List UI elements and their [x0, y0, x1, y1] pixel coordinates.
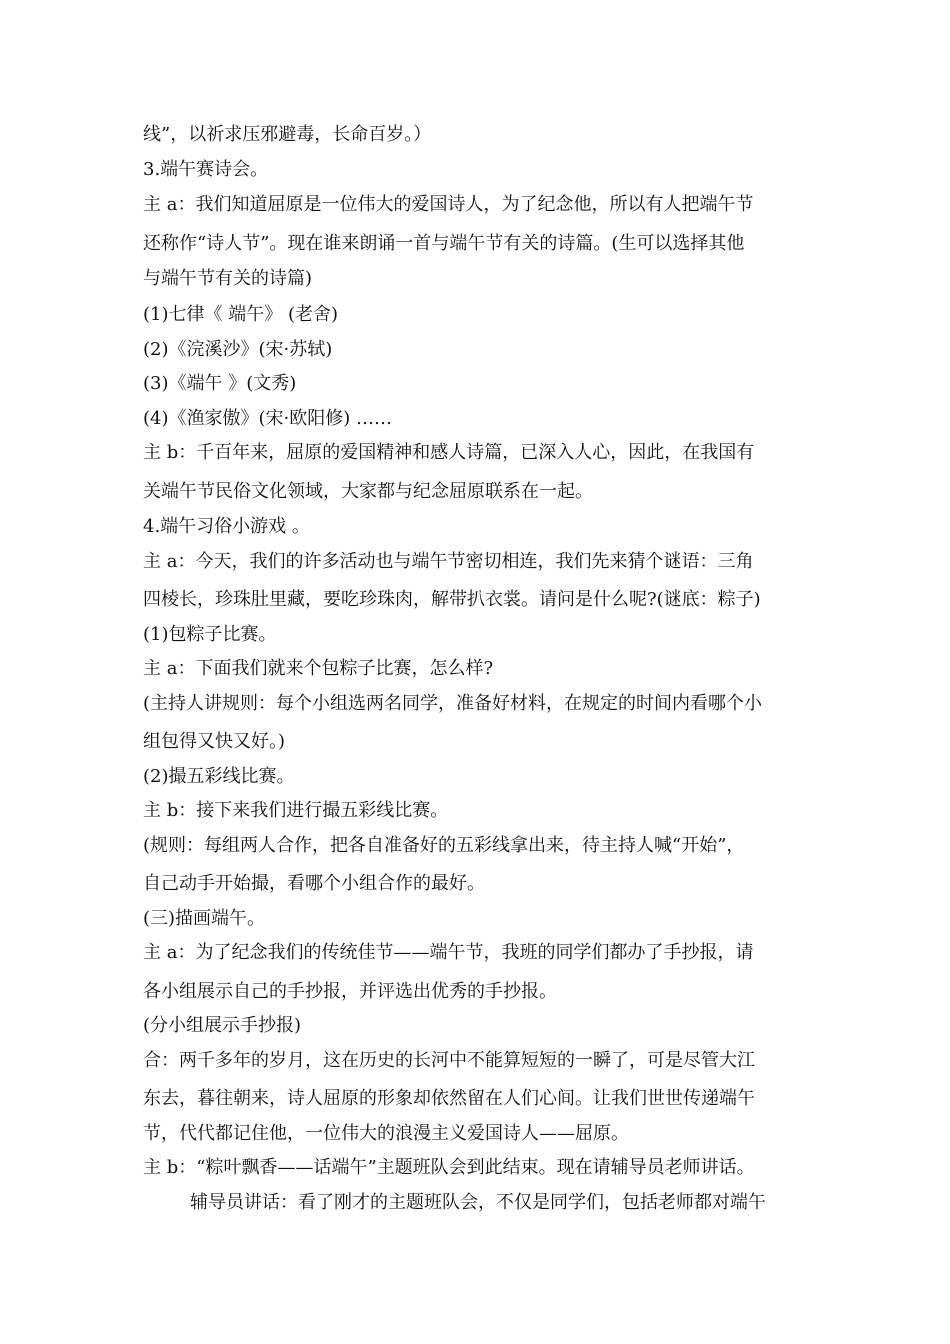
list-item: (3)《端午 》(文秀) — [143, 373, 297, 394]
list-item: (1)七律《 端午》 (老舍) — [143, 304, 338, 325]
text-line: 东去，暮往朝来，诗人屈原的形象却依然留在人们心间。让我们世世传递端午 — [143, 1088, 755, 1109]
list-item: (1)包粽子比赛。 — [143, 624, 277, 645]
text-line: 自己动手开始撮，看哪个小组合作的最好。 — [143, 873, 485, 894]
list-item: (2)撮五彩线比赛。 — [143, 766, 295, 787]
section-heading: 3.端午赛诗会。 — [143, 159, 269, 180]
text-line: 线”，以祈求压邪避毒，长命百岁。） — [143, 124, 432, 145]
text-line: 主 a：今天，我们的许多活动也与端午节密切相连，我们先来猜个谜语：三角 — [143, 551, 754, 572]
text-line: 主 b：“粽叶飘香——话端午”主题班队会到此结束。现在请辅导员老师讲话。 — [143, 1157, 755, 1178]
text-line: 四棱长，珍珠肚里藏，要吃珍珠肉，解带扒衣裳。请问是什么呢?(谜底：粽子) — [143, 589, 761, 610]
list-item: (2)《浣溪沙》(宋·苏轼) — [143, 339, 333, 360]
text-line: 合：两千多年的岁月，这在历史的长河中不能算短短的一瞬了，可是尽管大江 — [143, 1050, 755, 1071]
text-line: 节，代代都记住他，一位伟大的浪漫主义爱国诗人——屈原。 — [143, 1123, 629, 1144]
text-line: 与端午节有关的诗篇) — [143, 268, 313, 289]
text-line: 关端午节民俗文化领域，大家都与纪念屈原联系在一起。 — [143, 481, 593, 502]
text-line: 主 a：我们知道屈原是一位伟大的爱国诗人，为了纪念他，所以有人把端午节 — [143, 194, 754, 215]
text-line: 辅导员讲话：看了刚才的主题班队会，不仅是同学们，包括老师都对端午 — [190, 1192, 766, 1213]
text-line: 组包得又快又好。) — [143, 731, 286, 752]
section-heading: (三)描画端午。 — [143, 908, 266, 929]
text-line: 主 b：千百年来，屈原的爱国精神和感人诗篇，已深入人心，因此，在我国有 — [143, 442, 755, 463]
text-line: (规则：每组两人合作，把各自准备好的五彩线拿出来，待主持人喊“开始”， — [143, 835, 745, 856]
text-line: (分小组展示手抄报) — [143, 1015, 302, 1036]
text-line: 各小组展示自己的手抄报，并评选出优秀的手抄报。 — [143, 981, 557, 1002]
text-line: 主 b：接下来我们进行撮五彩线比赛。 — [143, 800, 449, 821]
text-line: 主 a：下面我们就来个包粽子比赛，怎么样? — [143, 658, 494, 679]
list-item: (4)《渔家傲》(宋·欧阳修) …… — [143, 408, 392, 429]
text-line: 还称作“诗人节”。现在谁来朗诵一首与端午节有关的诗篇。(生可以选择其他 — [143, 233, 745, 254]
text-line: (主持人讲规则：每个小组选两名同学，准备好材料，在规定的时间内看哪个小 — [143, 693, 763, 714]
section-heading: 4.端午习俗小游戏 。 — [143, 516, 310, 537]
text-line: 主 a：为了纪念我们的传统佳节——端午节，我班的同学们都办了手抄报，请 — [143, 942, 754, 963]
